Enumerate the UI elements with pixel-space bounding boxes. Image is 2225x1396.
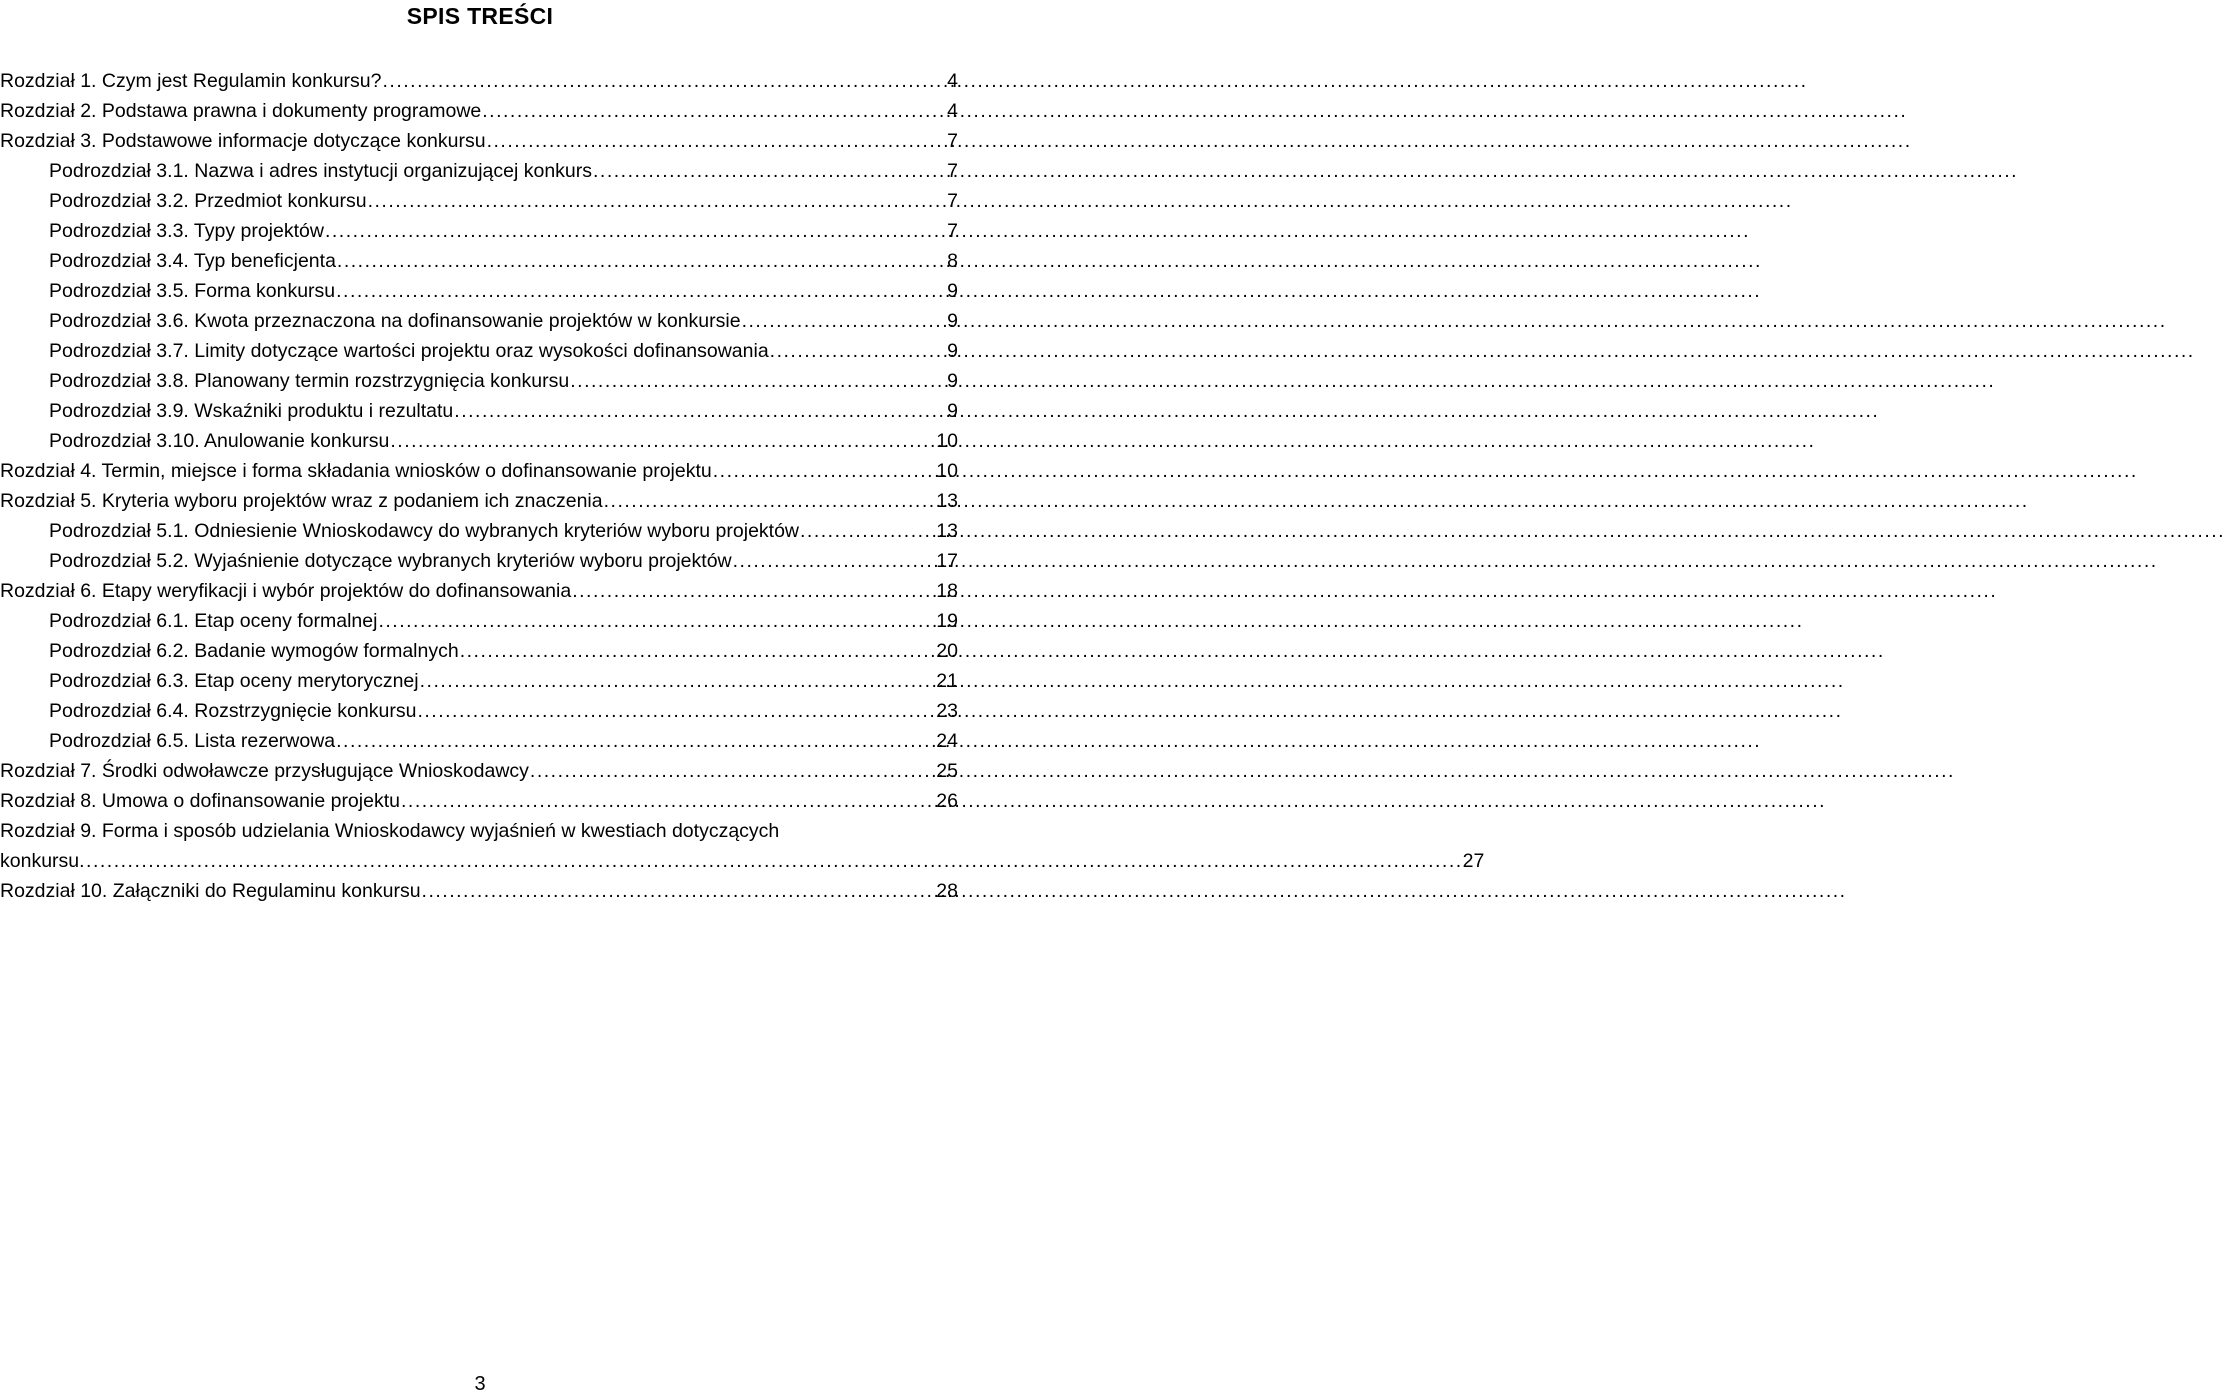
toc-subentry[interactable] — [0, 246, 960, 276]
toc-entry-label: Podrozdział 3.6. Kwota przeznaczona na dofinansowanie projektów w konkursie — [49, 310, 741, 332]
toc-entry-page: 7 — [947, 190, 958, 212]
dot-leader — [733, 546, 936, 576]
toc-entry[interactable] — [0, 756, 960, 786]
toc-entry-label: Podrozdział 5.2. Wyjaśnienie dotyczące wybranych kryteriów wyboru projektów — [49, 550, 732, 572]
toc-entry-page: 28 — [936, 880, 958, 902]
dot-leader — [417, 696, 935, 726]
toc-entry-label: Podrozdział 3.1. Nazwa i adres instytucji organizującej konkurs — [49, 160, 593, 182]
toc-entry-page: 21 — [936, 670, 958, 692]
toc-entry-label: Podrozdział 5.1. Odniesienie Wnioskodawcy do wybranych kryteriów wyboru projektów — [49, 520, 800, 542]
dot-leader — [422, 876, 936, 906]
page-number: 3 — [474, 1373, 486, 1395]
toc-entry[interactable] — [0, 816, 1485, 876]
toc-entry-page: 17 — [936, 550, 958, 572]
dot-leader — [713, 456, 936, 486]
toc-entry-page: 13 — [936, 490, 958, 512]
toc-subentry[interactable] — [0, 696, 960, 726]
toc-subentry[interactable] — [0, 336, 960, 366]
toc-subentry[interactable] — [0, 636, 960, 666]
toc-entry-label: Podrozdział 6.2. Badanie wymogów formalnych — [49, 640, 459, 662]
toc-entry-page: 26 — [936, 790, 958, 812]
table-of-contents — [0, 66, 1485, 906]
dot-leader — [530, 756, 935, 786]
dot-leader — [337, 246, 946, 276]
toc-subentry[interactable] — [0, 276, 960, 306]
toc-entry-page: 9 — [947, 370, 958, 392]
toc-subentry[interactable] — [0, 516, 960, 546]
toc-entry-label: Podrozdział 3.4. Typ beneficjenta — [49, 250, 336, 272]
toc-entry-label: Rozdział 2. Podstawa prawna i dokumenty programowe — [0, 100, 482, 122]
toc-entry-page: 19 — [936, 610, 958, 632]
dot-leader — [800, 516, 935, 546]
toc-entry-page: 9 — [947, 340, 958, 362]
toc-entry-page: 10 — [936, 460, 958, 482]
toc-subentry[interactable] — [0, 306, 960, 336]
toc-entry-label: Rozdział 9. Forma i sposób udzielania Wnioskodawcy wyjaśnień w kwestiach dotyczących — [0, 820, 780, 842]
toc-entry-label-continued: konkursu — [0, 850, 80, 872]
toc-entry-page: 10 — [936, 430, 958, 452]
dot-leader — [378, 606, 935, 636]
toc-subentry[interactable] — [0, 726, 960, 756]
toc-entry-label: Rozdział 6. Etapy weryfikacji i wybór projektów do dofinansowania — [0, 580, 572, 602]
toc-entry-page: 7 — [947, 130, 958, 152]
toc-subentry[interactable] — [0, 666, 960, 696]
toc-entry[interactable] — [0, 456, 960, 486]
toc-entry-label: Podrozdział 6.5. Lista rezerwowa — [49, 730, 336, 752]
toc-entry-page: 8 — [947, 250, 958, 272]
dot-leader — [336, 276, 946, 306]
toc-entry[interactable] — [0, 96, 960, 126]
toc-entry[interactable] — [0, 66, 960, 96]
dot-leader: ........................................................................................................................................................................................................ — [79, 850, 1463, 872]
toc-entry[interactable] — [0, 126, 960, 156]
toc-entry-page: 20 — [936, 640, 958, 662]
toc-entry-label: Rozdział 4. Termin, miejsce i forma składania wniosków o dofinansowanie projektu — [0, 460, 712, 482]
toc-entry-page: 25 — [936, 760, 958, 782]
dot-leader — [482, 96, 946, 126]
dot-leader — [325, 216, 946, 246]
toc-entry-label: Podrozdział 3.9. Wskaźniki produktu i rezultatu — [49, 400, 454, 422]
toc-entry-label: Podrozdział 3.5. Forma konkursu — [49, 280, 336, 302]
dot-leader — [570, 366, 946, 396]
toc-subentry[interactable] — [0, 606, 960, 636]
toc-entry-page: 4 — [947, 100, 958, 122]
toc-entry-page: 27 — [1462, 850, 1485, 872]
toc-subentry[interactable] — [0, 156, 960, 186]
toc-entry[interactable] — [0, 576, 960, 606]
toc-entry-label: Podrozdział 6.1. Etap oceny formalnej — [49, 610, 378, 632]
toc-entry[interactable] — [0, 876, 960, 906]
toc-subentry[interactable] — [0, 546, 960, 576]
toc-subentry[interactable] — [0, 426, 960, 456]
toc-entry-label: Podrozdział 3.10. Anulowanie konkursu — [49, 430, 390, 452]
toc-entry-label: Podrozdział 6.3. Etap oceny merytorycznej — [49, 670, 419, 692]
toc-entry-page: 7 — [947, 160, 958, 182]
dot-leader — [368, 186, 947, 216]
dot-leader — [336, 726, 935, 756]
dot-leader — [401, 786, 935, 816]
toc-entry-label: Rozdział 8. Umowa o dofinansowanie projektu — [0, 790, 400, 812]
toc-subentry[interactable] — [0, 366, 960, 396]
toc-entry-label: Rozdział 7. Środki odwoławcze przysługujące Wnioskodawcy — [0, 760, 529, 782]
toc-entry-page: 13 — [936, 520, 958, 542]
toc-title: SPIS TREŚCI — [406, 3, 554, 29]
dot-leader — [604, 486, 936, 516]
dot-leader — [383, 66, 947, 96]
toc-entry-page: 9 — [947, 280, 958, 302]
dot-leader — [460, 636, 936, 666]
toc-entry-label: Podrozdział 6.4. Rozstrzygnięcie konkursu — [49, 700, 417, 722]
toc-entry-page: 9 — [947, 400, 958, 422]
toc-entry-page: 7 — [947, 220, 958, 242]
toc-entry[interactable] — [0, 786, 960, 816]
dot-leader — [742, 306, 947, 336]
toc-entry-page: 24 — [936, 730, 958, 752]
dot-leader — [572, 576, 935, 606]
dot-leader — [454, 396, 946, 426]
toc-entry-page: 9 — [947, 310, 958, 332]
toc-entry-label: Rozdział 5. Kryteria wyboru projektów wraz z podaniem ich znaczenia — [0, 490, 603, 512]
toc-entry-label: Rozdział 1. Czym jest Regulamin konkursu? — [0, 70, 382, 92]
dot-leader — [390, 426, 935, 456]
dot-leader — [770, 336, 946, 366]
toc-entry-label: Rozdział 10. Załączniki do Regulaminu konkursu — [0, 880, 421, 902]
toc-entry-label: Rozdział 3. Podstawowe informacje dotyczące konkursu — [0, 130, 486, 152]
toc-subentry[interactable] — [0, 186, 960, 216]
toc-entry-label: Podrozdział 3.8. Planowany termin rozstrzygnięcia konkursu — [49, 370, 570, 392]
toc-entry-page: 4 — [947, 70, 958, 92]
toc-subentry[interactable] — [0, 396, 960, 426]
toc-entry-label: Podrozdział 3.2. Przedmiot konkursu — [49, 190, 367, 212]
dot-leader — [420, 666, 936, 696]
dot-leader — [487, 126, 947, 156]
toc-entry-label: Podrozdział 3.7. Limity dotyczące wartości projektu oraz wysokości dofinansowania — [49, 340, 769, 362]
dot-leader — [593, 156, 946, 186]
toc-entry-label: Podrozdział 3.3. Typy projektów — [49, 220, 324, 242]
toc-entry[interactable] — [0, 486, 960, 516]
toc-subentry[interactable] — [0, 216, 960, 246]
toc-entry-page: 18 — [936, 580, 958, 602]
toc-entry-page: 23 — [936, 700, 958, 722]
